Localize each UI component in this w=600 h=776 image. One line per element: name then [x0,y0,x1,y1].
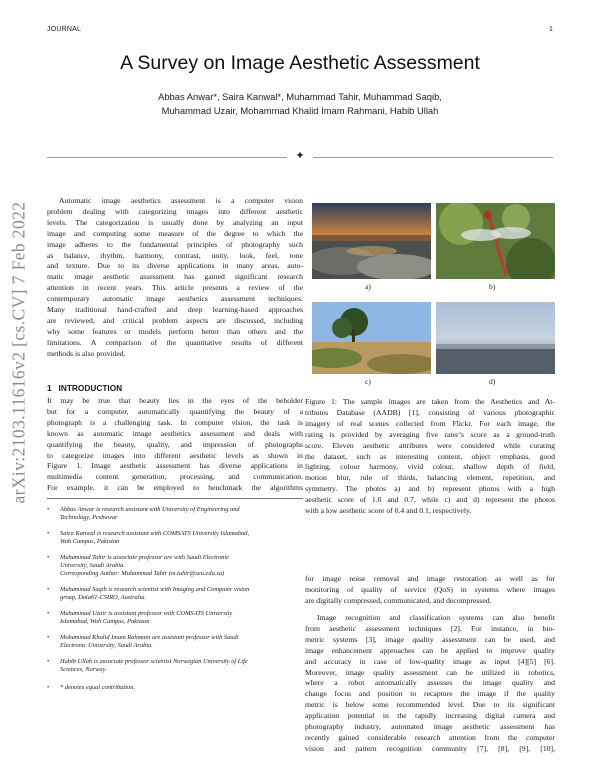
caption-line: with a low aesthetic score of 0.4 and 0.1, respectively. [305,506,472,516]
figure-photo-a [312,203,431,279]
caption-line: the dataset, such as interesting content, object emphasis, good [305,451,555,461]
intro-line: It may be true that beauty lies in the eyes of the beholder [47,396,303,405]
intro-line: multimedia content generation, processing, and communication. [47,472,303,482]
body-line: metric systems [3], image quality assessment can be used, and [305,634,555,644]
footnote-line: Abbas Anwar is research assistant with University of Engineering and [60,506,240,513]
body-line: metric is below some recommended level. Due to its significant [305,700,555,710]
caption-line: Figure 1: The sample images are taken from the Aesthetics and At- [305,397,555,406]
figure-label-a: a) [365,282,371,291]
figure-photo-c [312,302,431,374]
body-line: where a robot automatically assesses the image quality and [305,678,555,688]
abstract-line: why some features or models perform better than others and the [47,326,303,336]
footnote-line: Islamabad, Wah Campus, Pakistan [60,618,150,626]
caption-line: symmetry. The photos a) and b) represent photos with a high [305,484,555,494]
caption-line: tributes Database (AADB) [1], consisting of various photographic [305,407,555,417]
body-line: image enhancement approaches can be applied to improve quality [305,645,555,655]
body-line: vision and pattern recognition community [7], [8], [9], [10], [305,743,555,753]
bullet-icon: • [47,684,50,691]
caption-line: lighting, colour harmony, vivid colour, shallow depth of field, [305,462,555,472]
intro-line: For example, it can be employed to benchmark the algorithms [47,483,303,493]
footnote-line: * denotes equal contribution. [60,684,135,691]
abstract-line: are reviewed, and critical problem aspects are discussed, including [47,315,303,325]
abstract-line: Automatic image aesthetics assessment is a computer vision [59,196,303,205]
abstract [47,196,303,360]
footnote [47,530,290,546]
section-number: 1 [47,383,52,393]
footnote [47,586,290,602]
footnote [47,658,290,674]
body-line: application potential in the rapidly increasing digital camera and [305,711,555,721]
body-line: photography industry, automated image aesthetic assessment has [305,722,555,732]
body-line: Image recognition and classification systems can also benefit [317,613,555,622]
bullet-icon: • [47,658,50,665]
body-line: for image noise removal and image restoration as well as for [305,574,555,583]
body-line: from aesthetic assessment techniques [2]. For instance, in bio- [305,623,555,633]
abstract-line: methods is also provided. [47,348,126,358]
footnote-rule [47,498,303,499]
abstract-line: image and computing some measure of the degree to which the [47,228,303,238]
bullet-icon: • [47,506,50,513]
figure-label-b: b) [489,282,496,291]
footnote-line: group, Data61-CSIRO, Australia. [60,594,147,602]
figure-label-c: c) [365,377,371,386]
abstract-line: and texture. Due to its diverse applications in many areas, auto- [47,261,303,271]
body-line: monitoring of quality of service (QoS) in systems where images [305,584,555,594]
figure-photo-b [436,203,555,279]
authors-line-1: Abbas Anwar*, Saira Kanwal*, Muhammad Tahir, Muhammad Saqib, [158,91,442,102]
footnote-line: Wah Campus, Pakistan [60,538,120,546]
paper-title: A Survey on Image Aesthetic Assessment [120,52,480,74]
footnote-line: Muhammad Tahir is associate professor are with Saudi Electronic [60,554,230,561]
footnote-line: Corresponding Author: Muhammad Tahir (m.tahir@seu.edu.sa) [60,570,225,578]
bullet-icon: • [47,634,50,641]
arxiv-stamp: arXiv:2103.11616v2 [cs.CV] 7 Feb 2022 [8,201,29,504]
introduction-text [47,396,303,494]
authors-line-2: Muhammad Uzair, Mohammad Khalid Imam Rahmani, Habib Ullah [161,105,439,116]
section-title: INTRODUCTION [58,383,123,393]
footnote-line: Muhammad Uzair is assistant professor with COMSATS University [60,610,233,617]
footnote [47,684,290,692]
bullet-icon: • [47,530,50,537]
intro-line: quantifying the beauty, quality, and impression of photographs [47,439,303,449]
intro-line: to categorize images into different aesthetic levels as shown in [47,450,303,460]
intro-line: known as automatic image aesthetics assessment and deals with [47,428,303,438]
divider-ornament-icon: ✦ [295,149,305,162]
abstract-line: levels. The categorization is usually done by analyzing an input [47,217,303,227]
caption-line: motion blur, rule of thirds, balancing element, repetition, and [305,473,555,483]
footnote [47,554,290,579]
bullet-icon: • [47,554,50,561]
intro-line: but for a computer, automatically quantifying the beauty of a [47,406,303,416]
body-line: change focus and position to recapture the image if the quality [305,689,555,699]
intro-line: Figure 1. Image aesthetic assessment has diverse applications in [47,461,303,471]
footnote-line: Mohammad Khalid Imam Rahmani are assistant professor with Saudi [60,634,239,641]
figure-label-d: d) [489,377,496,386]
caption-line: rating is provided by averaging five rater’s score as a ground-truth [305,429,555,439]
footnote-line: Technology, Peshawar [60,514,118,522]
body-line: recently gained considerable research attention from the computer [305,732,555,742]
caption-line: aesthetic score of 1.0 and 0.7, while c) and d) represent the photos [305,495,555,505]
body-line: are digitally compressed, communicated, and decompressed. [305,595,492,605]
figure-caption [305,397,555,517]
footnote [47,634,290,650]
bullet-icon: • [47,610,50,617]
journal-header: JOURNAL [47,26,82,33]
section-heading-introduction [47,383,122,393]
abstract-line: attention in recent years. This article presents a review of the [47,283,303,293]
body-line: and accuracy in case of low-quality image as input [4][5] [6]. [305,656,555,666]
abstract-line: contemporary automatic image aesthetics assessment techniques. [47,294,303,304]
footnote [47,610,290,626]
title-divider-right [313,157,553,158]
footnote-line: Muhammad Saqib is research scientist with Imaging and Computer vision [60,586,250,593]
body-line: Moreover, image quality assessment can be utilized in robotics, [305,667,555,677]
abstract-line: matic image aesthetic assessment has gained significant research [47,272,303,282]
footnote-line: Electronic University, Saudi Arabia. [60,642,153,650]
title-divider-left [47,157,287,158]
abstract-line: image adheres to the fundamental principles of photography such [47,239,303,249]
footnote-line: University, Saudi Arabia. [60,562,125,570]
figure-photo-d [436,302,555,374]
body-paragraph-1 [305,574,555,607]
body-paragraph-2 [305,613,555,755]
footnote-line: Saira Kanwal is research assistant with COMSATS University Islamabad, [60,530,250,537]
footnote-line: Habib Ullah is associate professor scientist Norwegian University of Life [60,658,248,665]
caption-line: score. Eleven aesthetic attributes were considered while curating [305,440,555,450]
abstract-line: limitations. A comparison of the quantitative results of different [47,337,303,347]
bullet-icon: • [47,586,50,593]
abstract-line: problem dealing with categorizing images into different aesthetic [47,206,303,216]
footnote-line: Sciences, Norway. [60,666,107,674]
page-number: 1 [549,26,554,33]
abstract-line: Many traditional hand-crafted and deep learning-based approaches [47,305,303,315]
caption-line: imagery of real scenes collected from Flickr. For each image, the [305,418,555,428]
footnote [47,506,290,522]
abstract-line: as balance, rhythm, harmony, contrast, unity, look, feel, tone [47,250,303,260]
intro-line: photograph is a challenging task. In computer vision, the task is [47,417,303,427]
